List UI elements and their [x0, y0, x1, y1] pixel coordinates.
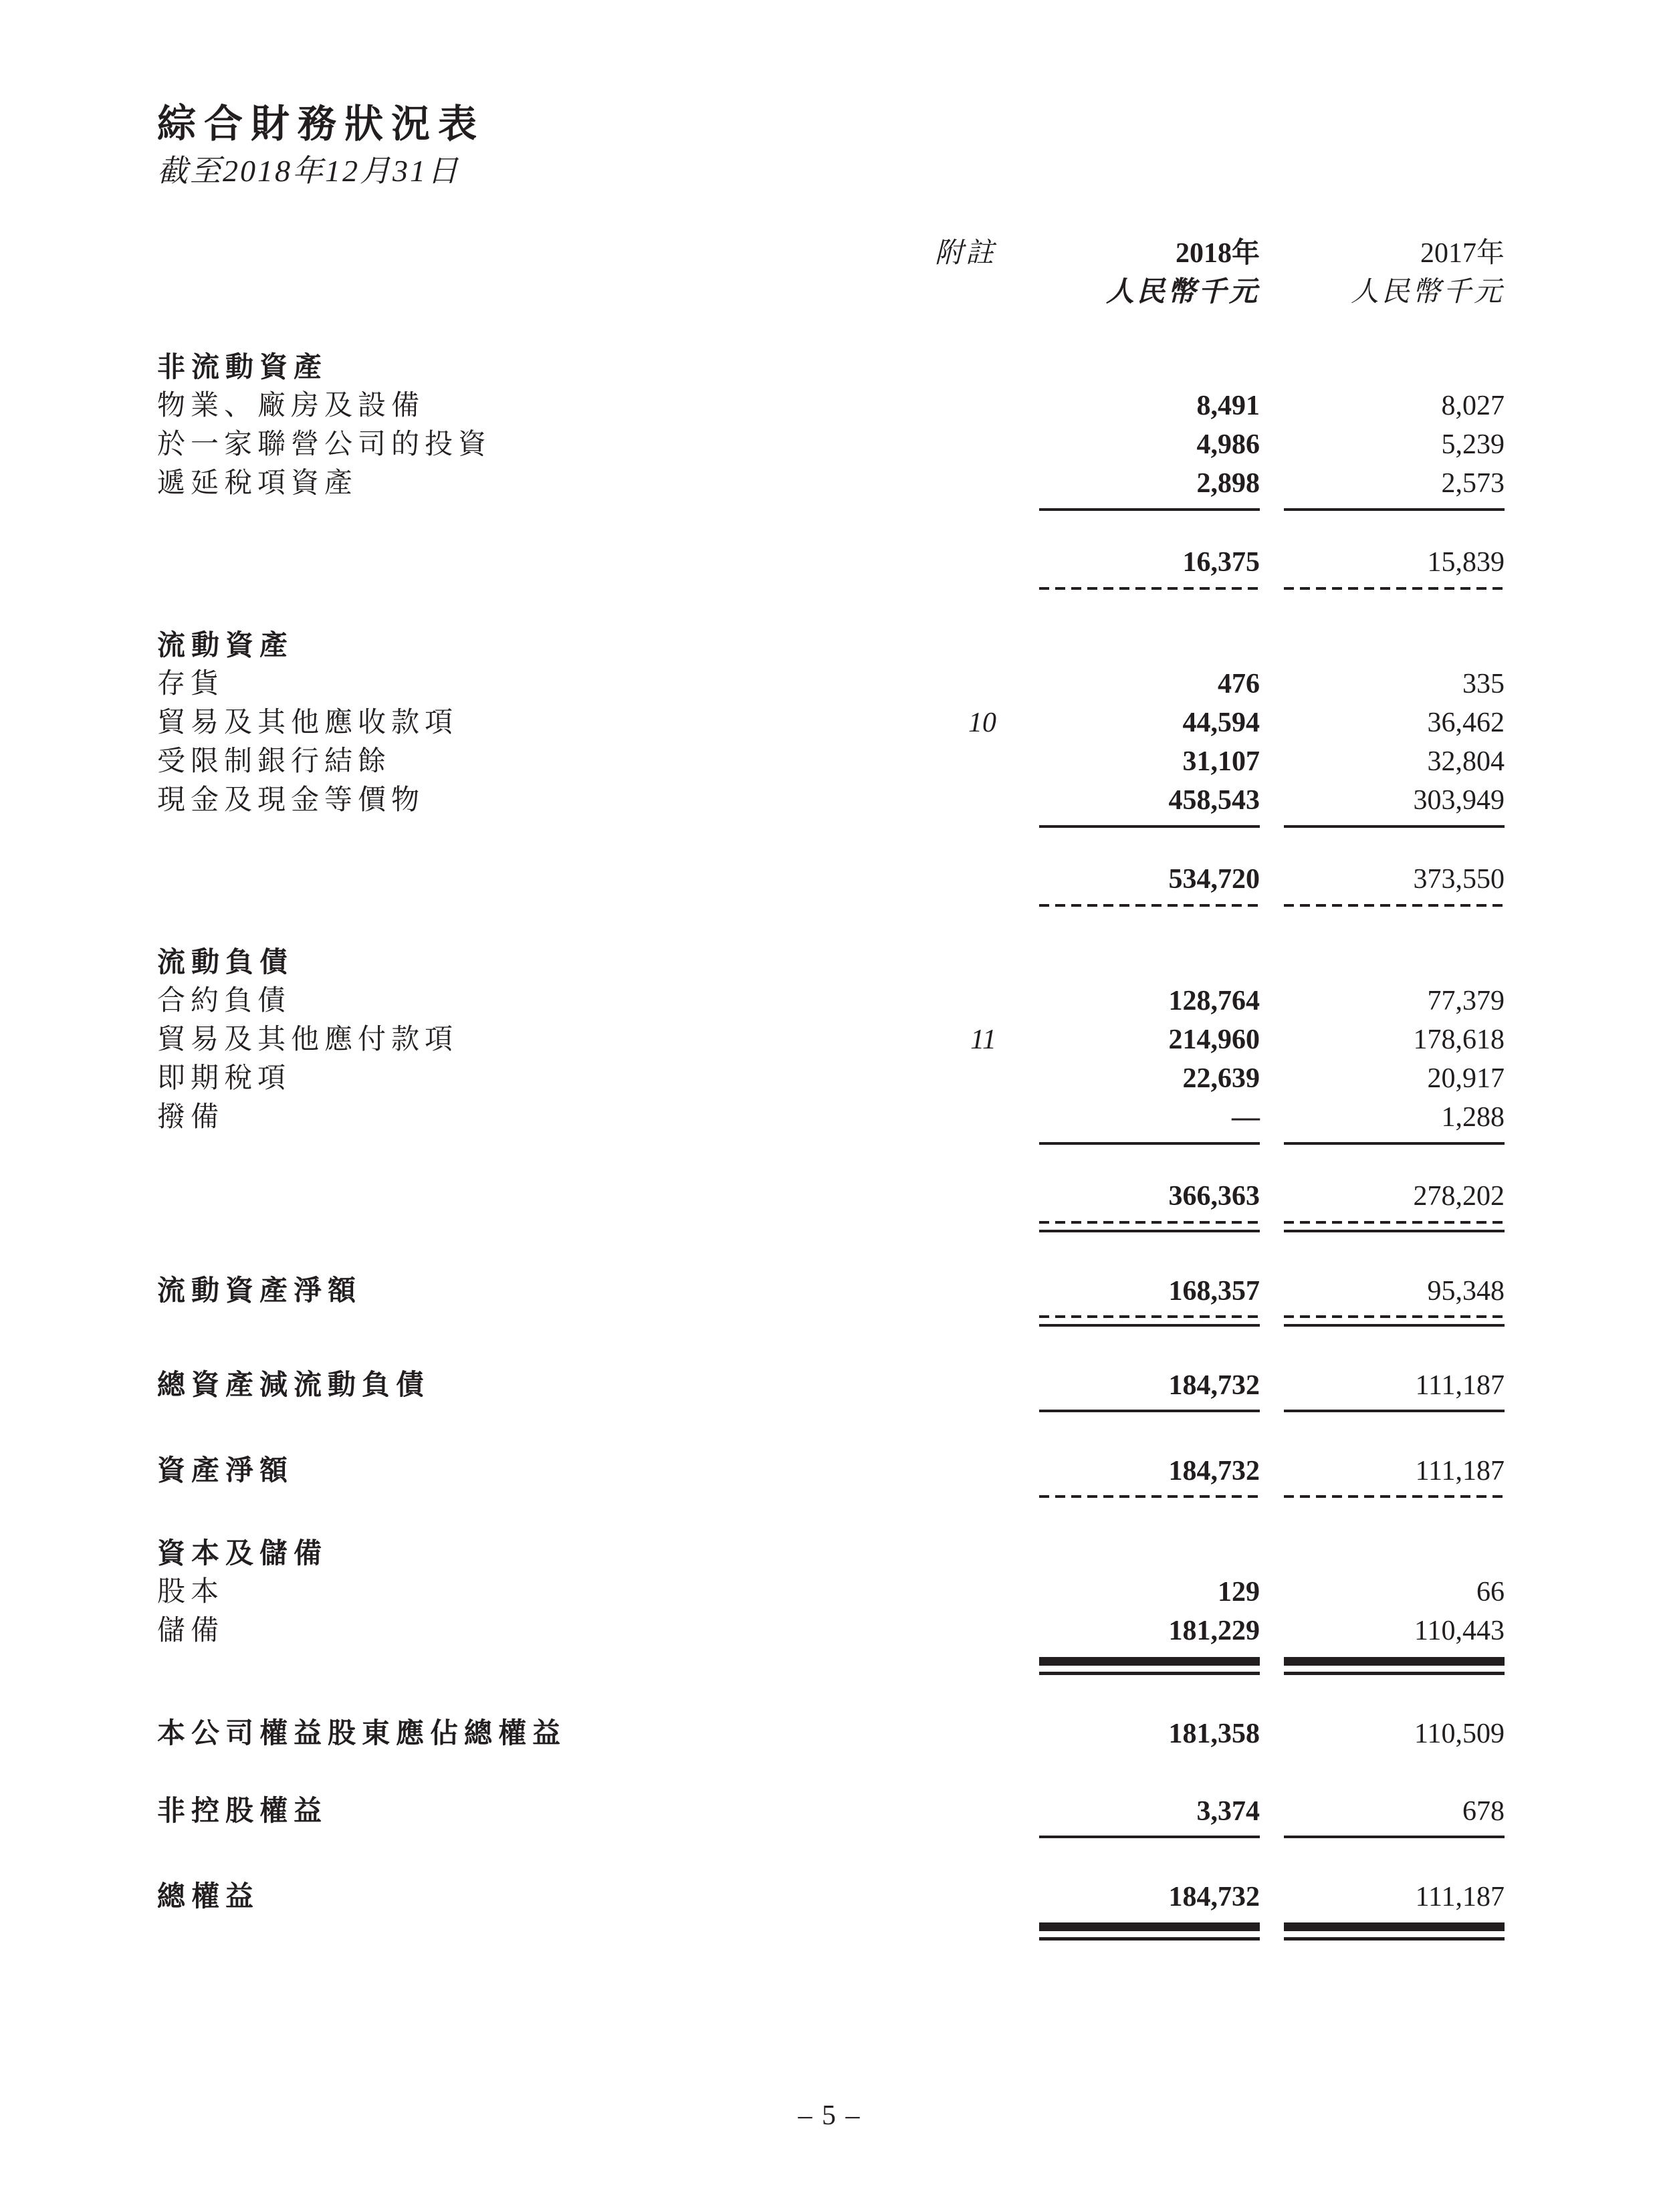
- rule-gap: [1039, 1916, 1260, 1922]
- value-2017: 32,804: [1427, 746, 1505, 777]
- subtotal-row: [157, 860, 1505, 899]
- value-2017: 20,917: [1427, 1063, 1505, 1094]
- rule-line-dashed: [1039, 1495, 1260, 1498]
- rule-rc17: [1273, 1137, 1505, 1145]
- rule-line-solid: [1284, 1142, 1505, 1145]
- col-2017-year: 2017年: [1420, 238, 1505, 269]
- note-ref: 10: [968, 707, 996, 738]
- rule-spacer: [157, 1916, 1030, 1941]
- rule-rc18: [1030, 1404, 1260, 1412]
- rule-rc18: [1030, 1216, 1260, 1232]
- rule-gap: [1284, 503, 1505, 508]
- statement-content: [157, 100, 1505, 1941]
- rule-gap: [1039, 899, 1260, 904]
- rule-spacer: [157, 1137, 1030, 1145]
- item-row: [157, 665, 1505, 703]
- note-column-header: 附註: [934, 238, 996, 269]
- rule-gap: [1039, 503, 1260, 508]
- row-label: 撥備: [157, 1102, 225, 1133]
- rule-rc17: [1273, 503, 1505, 511]
- rule-gap: [1284, 820, 1505, 825]
- page-title: 綜合財務狀況表: [157, 102, 485, 146]
- rule-rc18: [1030, 1650, 1260, 1675]
- rule-line-solid: [1039, 1324, 1260, 1327]
- row-label: 總權益: [157, 1880, 260, 1912]
- underline-rule: [157, 1490, 1505, 1498]
- item-row: [157, 386, 1505, 425]
- standalone-row: [157, 1791, 1505, 1830]
- rule-rc17: [1273, 1490, 1505, 1498]
- value-2018: 31,107: [1182, 746, 1260, 777]
- table-header: [157, 234, 1505, 312]
- rule-rc18: [1030, 582, 1260, 590]
- col-2018-unit: 人民幣千元: [1105, 277, 1260, 308]
- value-2017: 111,187: [1415, 1456, 1505, 1486]
- subtotal-row: [157, 1177, 1505, 1216]
- item-row: [157, 1612, 1505, 1650]
- item-row: [157, 1573, 1505, 1612]
- rule-spacer: [157, 1404, 1030, 1412]
- rule-spacer: [157, 503, 1030, 511]
- rule-gap: [1039, 1216, 1260, 1221]
- value-2017: 678: [1462, 1796, 1505, 1827]
- value-2017: 1,288: [1441, 1102, 1505, 1133]
- underline-rule: [157, 582, 1505, 590]
- value-2017: 110,509: [1414, 1719, 1505, 1749]
- row-label: 股本: [157, 1577, 225, 1608]
- rule-gap: [1039, 582, 1260, 587]
- col-2017-unit: 人民幣千元: [1350, 277, 1505, 308]
- row-label: 流動資產淨額: [157, 1275, 362, 1306]
- rule-line-solid: [1039, 1836, 1260, 1838]
- rule-line-dashed: [1284, 587, 1505, 590]
- rule-gap: [1039, 820, 1260, 825]
- rule-rc17: [1273, 820, 1505, 828]
- financial-table: [157, 348, 1505, 1941]
- item-row: [157, 1098, 1505, 1137]
- row-label: 存貨: [157, 669, 225, 699]
- value-2017: 178,618: [1413, 1024, 1505, 1055]
- item-row: [157, 1059, 1505, 1098]
- rule-rc17: [1273, 582, 1505, 590]
- rule-gap: [1039, 1490, 1260, 1495]
- value-2018: 181,229: [1168, 1616, 1260, 1646]
- value-2018: 16,375: [1182, 547, 1260, 578]
- underline-rule: [157, 1310, 1505, 1327]
- value-2018: 366,363: [1168, 1181, 1260, 1212]
- row-label: 貿易及其他應付款項: [157, 1024, 459, 1055]
- rule-rc18: [1030, 1830, 1260, 1838]
- row-label: 物業、廠房及設備: [157, 391, 425, 421]
- rule-gap: [1284, 899, 1505, 904]
- row-label: 受限制銀行結餘: [157, 746, 392, 777]
- row-label: 儲備: [157, 1616, 225, 1646]
- section-row: [157, 348, 1505, 386]
- rule-rc17: [1273, 1916, 1505, 1941]
- value-2017: 373,550: [1413, 864, 1505, 895]
- underline-rule: [157, 1404, 1505, 1412]
- page-subtitle: 截至2018年12月31日: [157, 154, 460, 188]
- rule-gap: [1039, 1224, 1260, 1230]
- rule-rc17: [1273, 1404, 1505, 1412]
- value-2018: 2,898: [1196, 468, 1260, 499]
- row-label: 本公司權益股東應佔總權益: [157, 1717, 567, 1749]
- rule-spacer: [157, 1310, 1030, 1327]
- row-label: 現金及現金等價物: [157, 785, 425, 816]
- rule-gap: [1284, 582, 1505, 587]
- rule-gap: [1284, 1931, 1505, 1937]
- rule-line-dashed: [1284, 904, 1505, 907]
- underline-rule: [157, 1916, 1505, 1941]
- standalone-row: [157, 1877, 1505, 1916]
- rule-gap: [1284, 1404, 1505, 1410]
- underline-rule: [157, 503, 1505, 511]
- rule-rc17: [1273, 1216, 1505, 1232]
- underline-rule: [157, 1137, 1505, 1145]
- value-2018: 22,639: [1182, 1063, 1260, 1094]
- value-2018: 44,594: [1182, 707, 1260, 738]
- row-label: 資本及儲備: [157, 1537, 328, 1569]
- row-label: 資產淨額: [157, 1454, 294, 1486]
- value-2017: 335: [1462, 669, 1505, 699]
- item-row: [157, 464, 1505, 503]
- rule-gap: [1039, 1404, 1260, 1410]
- row-label: 即期稅項: [157, 1063, 292, 1094]
- rule-gap: [1284, 1490, 1505, 1495]
- rule-spacer: [157, 1216, 1030, 1232]
- standalone-row: [157, 1365, 1505, 1404]
- row-label: 貿易及其他應收款項: [157, 707, 459, 738]
- rule-gap: [1039, 1137, 1260, 1142]
- rule-line-dashed: [1039, 904, 1260, 907]
- value-2018: 458,543: [1168, 785, 1260, 816]
- rule-rc18: [1030, 1490, 1260, 1498]
- value-2018: 129: [1218, 1577, 1260, 1608]
- page-number: – 5 –: [798, 2100, 861, 2131]
- rule-line-thin: [1284, 1672, 1505, 1675]
- underline-rule: [157, 1650, 1505, 1675]
- rule-gap: [1284, 1318, 1505, 1324]
- rule-line-thin: [1039, 1672, 1260, 1675]
- value-2018: 8,491: [1196, 391, 1260, 421]
- value-2017: 5,239: [1441, 429, 1505, 460]
- item-row: [157, 781, 1505, 820]
- col-2018-year: 2018年: [1175, 238, 1260, 269]
- value-2018: 168,357: [1168, 1276, 1260, 1307]
- item-row: [157, 982, 1505, 1020]
- rule-spacer: [157, 1650, 1030, 1675]
- row-label: 於一家聯營公司的投資: [157, 429, 492, 460]
- rule-line-thick: [1039, 1922, 1260, 1931]
- note-ref: 11: [970, 1024, 996, 1055]
- item-row: [157, 703, 1505, 742]
- rule-gap: [1284, 1216, 1505, 1221]
- value-2017: 278,202: [1413, 1181, 1505, 1212]
- value-2018: —: [1232, 1102, 1260, 1133]
- value-2018: 214,960: [1168, 1024, 1260, 1055]
- rule-line-dashed: [1039, 587, 1260, 590]
- rule-line-solid: [1039, 1142, 1260, 1145]
- rule-rc18: [1030, 1137, 1260, 1145]
- rule-gap: [1284, 1916, 1505, 1922]
- rule-line-thick: [1039, 1657, 1260, 1666]
- row-label: 合約負債: [157, 986, 292, 1016]
- value-2017: 36,462: [1427, 707, 1505, 738]
- rule-line-solid: [1039, 1410, 1260, 1412]
- rule-gap: [1284, 1137, 1505, 1142]
- value-2018: 3,374: [1196, 1796, 1260, 1827]
- value-2018: 184,732: [1168, 1456, 1260, 1486]
- rule-gap: [1039, 1310, 1260, 1315]
- rule-gap: [1039, 1318, 1260, 1324]
- rule-spacer: [157, 899, 1030, 907]
- value-2017: 66: [1476, 1577, 1505, 1608]
- value-2018: 128,764: [1168, 986, 1260, 1016]
- rule-line-thin: [1284, 1937, 1505, 1941]
- row-label: 遞延稅項資產: [157, 468, 358, 499]
- row-label: 非控股權益: [157, 1795, 328, 1826]
- section-row: [157, 943, 1505, 982]
- rule-line-solid: [1284, 508, 1505, 511]
- value-2018: 476: [1218, 669, 1260, 699]
- subtotal-row: [157, 543, 1505, 582]
- value-2017: 303,949: [1413, 785, 1505, 816]
- item-row: [157, 1020, 1505, 1059]
- value-2017: 77,379: [1427, 986, 1505, 1016]
- column-2018-header: [1030, 234, 1260, 312]
- rule-rc18: [1030, 503, 1260, 511]
- standalone-row: [157, 1271, 1505, 1310]
- rule-spacer: [157, 1830, 1030, 1838]
- section-row: [157, 1534, 1505, 1573]
- rule-gap: [1039, 1650, 1260, 1657]
- value-2018: 184,732: [1168, 1370, 1260, 1401]
- underline-rule: [157, 820, 1505, 828]
- value-2017: 111,187: [1415, 1882, 1505, 1912]
- rule-gap: [1284, 1310, 1505, 1315]
- rule-rc18: [1030, 820, 1260, 828]
- rule-line-solid: [1284, 1324, 1505, 1327]
- rule-gap: [1284, 1666, 1505, 1672]
- rule-line-solid: [1039, 825, 1260, 828]
- rule-line-thick: [1284, 1657, 1505, 1666]
- row-label: 總資產減流動負債: [157, 1369, 431, 1400]
- rule-line-dashed: [1284, 1495, 1505, 1498]
- standalone-row: [157, 1451, 1505, 1490]
- rule-line-thin: [1039, 1937, 1260, 1941]
- value-2017: 8,027: [1441, 391, 1505, 421]
- rule-gap: [1284, 1650, 1505, 1657]
- value-2018: 534,720: [1168, 864, 1260, 895]
- value-2018: 4,986: [1196, 429, 1260, 460]
- value-2017: 15,839: [1427, 547, 1505, 578]
- rule-rc17: [1273, 899, 1505, 907]
- rule-rc17: [1273, 1650, 1505, 1675]
- row-label: 流動資產: [157, 629, 294, 661]
- section-row: [157, 626, 1505, 665]
- row-label: 非流動資產: [157, 351, 328, 382]
- rule-gap: [1039, 1830, 1260, 1836]
- row-label: 流動負債: [157, 946, 294, 978]
- rule-spacer: [157, 582, 1030, 590]
- rule-line-solid: [1284, 1836, 1505, 1838]
- underline-rule: [157, 899, 1505, 907]
- value-2018: 184,732: [1168, 1882, 1260, 1912]
- rule-gap: [1039, 1666, 1260, 1672]
- rule-line-solid: [1284, 1410, 1505, 1412]
- rule-gap: [1284, 1224, 1505, 1230]
- rule-line-solid: [1039, 508, 1260, 511]
- rule-line-thick: [1284, 1922, 1505, 1931]
- rule-gap: [1039, 1931, 1260, 1937]
- rule-gap: [1284, 1830, 1505, 1836]
- underline-rule: [157, 1216, 1505, 1232]
- rule-rc17: [1273, 1830, 1505, 1838]
- value-2017: 110,443: [1414, 1616, 1505, 1646]
- rule-rc17: [1273, 1310, 1505, 1327]
- rule-spacer: [157, 820, 1030, 828]
- rule-spacer: [157, 1490, 1030, 1498]
- rule-rc18: [1030, 899, 1260, 907]
- item-row: [157, 742, 1505, 781]
- rule-rc18: [1030, 1310, 1260, 1327]
- value-2017: 2,573: [1441, 468, 1505, 499]
- rule-line-solid: [1284, 825, 1505, 828]
- value-2018: 181,358: [1168, 1719, 1260, 1749]
- value-2017: 95,348: [1427, 1276, 1505, 1307]
- standalone-row: [157, 1714, 1505, 1753]
- value-2017: 111,187: [1415, 1370, 1505, 1401]
- underline-rule: [157, 1830, 1505, 1838]
- rule-rc18: [1030, 1916, 1260, 1941]
- item-row: [157, 425, 1505, 464]
- column-2017-header: [1273, 234, 1505, 312]
- rule-line-solid: [1039, 1230, 1260, 1232]
- rule-line-solid: [1284, 1230, 1505, 1232]
